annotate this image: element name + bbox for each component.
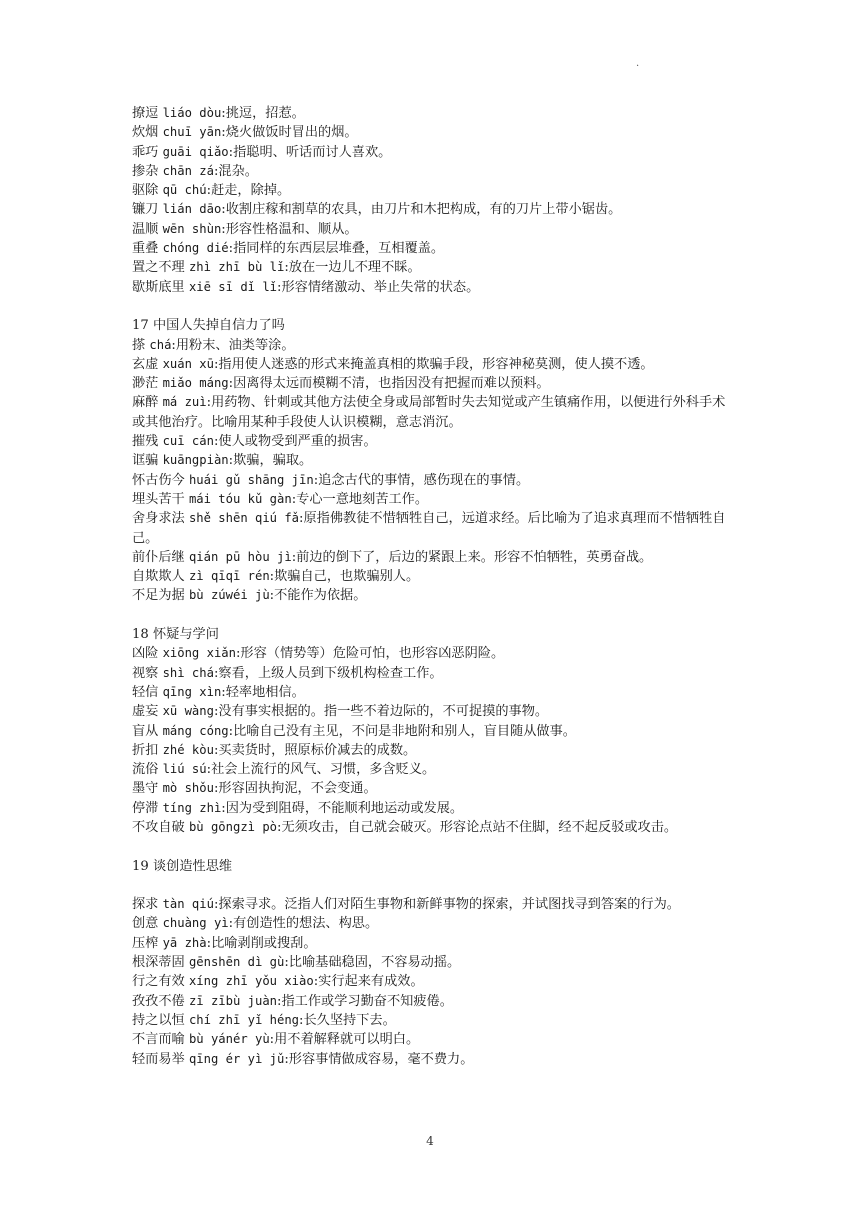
vocab-term: 创意 — [132, 916, 159, 932]
vocab-pinyin: xiē sī dǐ lǐ — [188, 279, 278, 294]
vocab-definition: 形容（情势等）危险可怕，也形容凶恶阴险。 — [240, 646, 505, 662]
vocab-entry: 摧残 cuī cán:使人或物受到严重的损害。 — [132, 434, 377, 450]
vocab-term: 轻而易举 — [132, 1051, 185, 1067]
vocab-entry: 炊烟 chuī yān:烧火做饭时冒出的烟。 — [132, 125, 358, 141]
vocab-entry: 盲从 máng cóng:比喻自己没有主见，不问是非地附和别人，盲目随从做事。 — [132, 723, 576, 739]
vocab-definition: 不能作为依据。 — [274, 588, 367, 604]
vocab-term: 视察 — [132, 665, 159, 681]
vocab-definition: 专心一意地刻苦工作。 — [296, 491, 429, 507]
vocab-definition: 挑逗，招惹。 — [225, 106, 305, 121]
vocab-pinyin: bù gōngzì pò — [188, 819, 278, 834]
vocab-term: 不足为据 — [132, 588, 185, 604]
vocab-definition: 用药物、针刺或其他方法使全身或局部暂时失去知觉或产生镇痛作用，以便进行外科手术或其他治疗。比喻用某种手段使人认识模糊，意志消沉。 — [132, 395, 726, 430]
vocab-term: 探求 — [132, 897, 159, 913]
vocab-definition: 因为受到阻碍，不能顺利地运动或发展。 — [225, 800, 464, 816]
vocab-definition: 放在一边儿不理不睬。 — [288, 260, 421, 276]
vocab-term: 舍身求法 — [132, 511, 185, 527]
vocab-pinyin: gēnshēn dì gù — [188, 955, 285, 970]
vocab-pinyin: liáo dòu — [162, 106, 222, 120]
vocab-pinyin: shì chá — [162, 665, 214, 680]
vocab-pinyin: lián dāo — [162, 202, 222, 217]
vocab-definition: 收割庄稼和割草的农具，由刀片和木把构成，有的刀片上带小锯齿。 — [225, 202, 622, 218]
vocab-entry: 压榨 yā zhà:比喻剥削或搜刮。 — [132, 935, 317, 951]
vocab-pinyin: xū wàng — [162, 704, 214, 719]
vocab-term: 虚妄 — [132, 704, 159, 720]
vocab-term: 轻信 — [132, 684, 159, 700]
vocab-definition: 使人或物受到严重的损害。 — [218, 434, 377, 450]
vocab-pinyin: zī zībù juàn — [188, 993, 278, 1008]
blank-line — [132, 606, 732, 625]
vocab-term: 行之有效 — [132, 974, 185, 990]
vocabulary-list — [132, 104, 732, 1069]
vocab-definition: 比喻剥削或搜刮。 — [211, 935, 317, 951]
vocab-entry: 撩逗 liáo dòu:挑逗，招惹。 — [132, 106, 305, 121]
vocab-entry: 视察 shì chá:察看，上级人员到下级机构检查工作。 — [132, 665, 443, 681]
vocab-term: 驱除 — [132, 183, 159, 199]
vocab-entry: 前仆后继 qián pū hòu jì:前边的倒下了，后边的紧跟上来。形容不怕牺牲，英勇奋战。 — [132, 549, 653, 565]
vocab-pinyin: cuī cán — [162, 434, 214, 449]
vocab-entry: 重叠 chóng dié:指同样的东西层层堆叠，互相覆盖。 — [132, 241, 445, 257]
vocab-pinyin: zhé kòu — [162, 742, 214, 757]
vocab-definition: 比喻自己没有主见，不问是非地附和别人，盲目随从做事。 — [233, 723, 576, 739]
vocab-pinyin: bù zúwéi jù — [188, 588, 270, 603]
vocab-pinyin: qīng ér yì jǔ — [188, 1051, 285, 1066]
vocab-definition: 赶走，除掉。 — [211, 183, 291, 199]
corner-mark: . — [636, 58, 640, 69]
vocab-pinyin: shě shēn qiú fǎ — [188, 511, 300, 526]
vocab-term: 停滞 — [132, 800, 159, 816]
vocab-definition: 长久坚持下去。 — [303, 1012, 396, 1028]
vocab-entry: 折扣 zhé kòu:买卖货时，照原标价减去的成数。 — [132, 742, 417, 758]
vocab-definition: 形容固执拘泥，不会变通。 — [218, 781, 377, 797]
vocab-pinyin: bù yánér yù — [188, 1032, 270, 1047]
vocab-term: 埋头苦干 — [132, 491, 185, 507]
vocab-entry: 乖巧 guāi qiǎo:指聪明、听话而讨人喜欢。 — [132, 144, 392, 160]
vocab-definition: 买卖货时，照原标价减去的成数。 — [218, 742, 417, 758]
vocab-pinyin: xiōng xiǎn — [162, 646, 236, 661]
vocab-term: 诓骗 — [132, 453, 159, 469]
vocab-entry: 根深蒂固 gēnshēn dì gù:比喻基础稳固，不容易动摇。 — [132, 955, 461, 971]
vocab-term: 掺杂 — [132, 163, 159, 179]
vocab-definition: 形容情绪激动、举止失常的状态。 — [281, 279, 480, 295]
vocab-pinyin: qū chú — [162, 183, 207, 198]
vocab-definition: 形容事情做成容易，毫不费力。 — [288, 1051, 474, 1067]
vocab-entry: 镰刀 lián dāo:收割庄稼和割草的农具，由刀片和木把构成，有的刀片上带小锯齿。 — [132, 202, 622, 218]
page-number: 4 — [426, 1134, 434, 1148]
vocab-term: 怀古伤今 — [132, 472, 185, 488]
vocab-pinyin: xíng zhī yǒu xiào — [188, 974, 314, 989]
vocab-definition: 比喻基础稳固，不容易动摇。 — [288, 955, 461, 971]
vocab-term: 压榨 — [132, 935, 159, 951]
section-heading: 18 怀疑与学问 — [132, 627, 219, 643]
vocab-pinyin: xuán xū — [162, 356, 214, 371]
vocab-definition: 指聪明、听话而讨人喜欢。 — [233, 144, 392, 160]
vocab-pinyin: chuàng yì — [162, 916, 229, 931]
vocab-pinyin: tíng zhì — [162, 800, 222, 815]
vocab-term: 麻醉 — [132, 395, 159, 411]
vocab-entry: 创意 chuàng yì:有创造性的想法、构思。 — [132, 916, 379, 932]
vocab-entry: 温顺 wēn shùn:形容性格温和、顺从。 — [132, 221, 358, 237]
vocab-definition: 察看，上级人员到下级机构检查工作。 — [218, 665, 443, 681]
vocab-pinyin: guāi qiǎo — [162, 144, 229, 159]
vocab-definition: 前边的倒下了，后边的紧跟上来。形容不怕牺牲，英勇奋战。 — [296, 549, 653, 565]
vocab-entry: 轻信 qīng xìn:轻率地相信。 — [132, 684, 305, 700]
vocab-term: 炊烟 — [132, 125, 159, 141]
vocab-entry: 停滞 tíng zhì:因为受到阻碍，不能顺利地运动或发展。 — [132, 800, 464, 816]
vocab-pinyin: máng cóng — [162, 723, 229, 738]
vocab-definition: 原指佛教徒不惜牺牲自己，远道求经。后比喻为了追求真理而不惜牺牲自己。 — [132, 511, 726, 546]
vocab-term: 渺茫 — [132, 376, 159, 392]
vocab-term: 温顺 — [132, 221, 159, 237]
vocab-pinyin: qīng xìn — [162, 684, 222, 699]
vocab-definition: 有创造性的想法、构思。 — [233, 916, 379, 932]
vocab-term: 摧残 — [132, 434, 159, 450]
vocab-definition: 探索寻求。泛指人们对陌生事物和新鲜事物的探索，并试图找寻到答案的行为。 — [218, 897, 680, 913]
vocab-definition: 烧火做饭时冒出的烟。 — [225, 125, 358, 141]
vocab-entry: 行之有效 xíng zhī yǒu xiào:实行起来有成效。 — [132, 974, 424, 990]
vocab-term: 墨守 — [132, 781, 159, 797]
vocab-entry: 渺茫 miǎo máng:因离得太远而模糊不清，也指因没有把握而难以预料。 — [132, 376, 550, 392]
vocab-entry: 探求 tàn qiú:探索寻求。泛指人们对陌生事物和新鲜事物的探索，并试图找寻到答案的行为。 — [132, 897, 680, 913]
vocab-definition: 实行起来有成效。 — [318, 974, 424, 990]
blank-line — [132, 837, 732, 856]
vocab-pinyin: chí zhī yǐ héng — [188, 1012, 300, 1027]
vocab-term: 凶险 — [132, 646, 159, 662]
vocab-term: 流俗 — [132, 762, 159, 778]
vocab-definition: 社会上流行的风气、习惯，多含贬义。 — [211, 762, 436, 778]
vocab-definition: 因离得太远而模糊不清，也指因没有把握而难以预料。 — [233, 376, 550, 392]
vocab-entry: 持之以恒 chí zhī yǐ héng:长久坚持下去。 — [132, 1012, 396, 1028]
vocab-pinyin: tàn qiú — [162, 897, 214, 912]
vocab-entry: 驱除 qū chú:赶走，除掉。 — [132, 183, 291, 199]
vocab-pinyin: zhì zhī bù lǐ — [188, 260, 285, 275]
vocab-pinyin: zì qīqī rén — [188, 569, 270, 584]
vocab-term: 孜孜不倦 — [132, 993, 185, 1009]
vocab-entry: 埋头苦干 mái tóu kǔ gàn:专心一意地刻苦工作。 — [132, 491, 429, 507]
vocab-pinyin: liú sú — [162, 762, 207, 777]
vocab-entry: 掺杂 chān zá:混杂。 — [132, 163, 258, 179]
vocab-definition: 没有事实根据的。指一些不着边际的，不可捉摸的事物。 — [218, 704, 549, 720]
vocab-entry: 凶险 xiōng xiǎn:形容（情势等）危险可怕，也形容凶恶阴险。 — [132, 646, 505, 662]
vocab-pinyin: qián pū hòu jì — [188, 549, 292, 564]
vocab-term: 撩逗 — [132, 106, 159, 121]
section-heading: 19 谈创造性思维 — [132, 858, 233, 874]
vocab-entry: 轻而易举 qīng ér yì jǔ:形容事情做成容易，毫不费力。 — [132, 1051, 474, 1067]
vocab-definition: 混杂。 — [218, 163, 258, 179]
vocab-term: 搽 — [132, 337, 146, 353]
vocab-entry: 搽 chá:用粉末、油类等涂。 — [132, 337, 295, 353]
vocab-entry: 流俗 liú sú:社会上流行的风气、习惯，多含贬义。 — [132, 762, 436, 778]
vocab-definition: 指工作或学习勤奋不知疲倦。 — [281, 993, 453, 1009]
vocab-pinyin: chóng dié — [162, 241, 229, 256]
blank-line — [132, 876, 732, 895]
vocab-pinyin: yā zhà — [162, 935, 207, 950]
vocab-pinyin: miǎo máng — [162, 376, 229, 391]
vocab-entry: 置之不理 zhì zhī bù lǐ:放在一边儿不理不睬。 — [132, 260, 421, 276]
vocab-definition: 欺骗自己，也欺骗别人。 — [274, 569, 420, 585]
vocab-entry: 自欺欺人 zì qīqī rén:欺骗自己，也欺骗别人。 — [132, 569, 420, 585]
vocab-entry: 不攻自破 bù gōngzì pò:无须攻击，自己就会破灭。形容论点站不住脚，经不起反驳或攻击。 — [132, 819, 678, 835]
vocab-entry: 孜孜不倦 zī zībù juàn:指工作或学习勤奋不知疲倦。 — [132, 993, 453, 1009]
vocab-term: 根深蒂固 — [132, 955, 185, 971]
vocab-definition: 指用使人迷惑的形式来掩盖真相的欺骗手段，形容神秘莫测，使人摸不透。 — [218, 356, 654, 372]
vocab-term: 折扣 — [132, 742, 159, 758]
blank-line — [132, 297, 732, 316]
vocab-pinyin: kuāngpiàn — [162, 453, 229, 468]
vocab-term: 歇斯底里 — [132, 279, 185, 295]
vocab-entry: 诓骗 kuāngpiàn:欺骗，骗取。 — [132, 453, 313, 469]
vocab-entry: 歇斯底里 xiē sī dǐ lǐ:形容情绪激动、举止失常的状态。 — [132, 279, 480, 295]
vocab-pinyin: wēn shùn — [162, 221, 222, 236]
vocab-entry: 玄虚 xuán xū:指用使人迷惑的形式来掩盖真相的欺骗手段，形容神秘莫测，使人摸不透。 — [132, 356, 654, 372]
vocab-entry: 虚妄 xū wàng:没有事实根据的。指一些不着边际的，不可捉摸的事物。 — [132, 704, 549, 720]
vocab-pinyin: chuī yān — [162, 125, 222, 140]
vocab-pinyin: mái tóu kǔ gàn — [188, 491, 292, 506]
vocab-entry: 不言而喻 bù yánér yù:用不着解释就可以明白。 — [132, 1032, 420, 1048]
vocab-entry: 不足为据 bù zúwéi jù:不能作为依据。 — [132, 588, 367, 604]
vocab-definition: 无须攻击，自己就会破灭。形容论点站不住脚，经不起反驳或攻击。 — [281, 819, 678, 835]
vocab-entry: 麻醉 má zuì:用药物、针刺或其他方法使全身或局部暂时失去知觉或产生镇痛作用，以便进行外科手术或其他治疗。比喻用某种手段使人认识模糊，意志消沉。 — [132, 395, 726, 430]
vocab-pinyin: huái gǔ shāng jīn — [188, 472, 314, 487]
vocab-term: 持之以恒 — [132, 1012, 185, 1028]
vocab-term: 盲从 — [132, 723, 159, 739]
vocab-term: 自欺欺人 — [132, 569, 185, 585]
vocab-definition: 用不着解释就可以明白。 — [274, 1032, 420, 1048]
vocab-entry: 怀古伤今 huái gǔ shāng jīn:追念古代的事情，感伤现在的事情。 — [132, 472, 530, 488]
vocab-definition: 用粉末、油类等涂。 — [175, 337, 295, 353]
vocab-pinyin: mò shǒu — [162, 781, 214, 796]
vocab-definition: 轻率地相信。 — [225, 684, 305, 700]
vocab-term: 置之不理 — [132, 260, 185, 276]
vocab-term: 乖巧 — [132, 144, 159, 160]
vocab-pinyin: má zuì — [162, 395, 207, 410]
vocab-entry: 墨守 mò shǒu:形容固执拘泥，不会变通。 — [132, 781, 377, 797]
section-heading: 17 中国人失掉自信力了吗 — [132, 318, 285, 334]
vocab-definition: 形容性格温和、顺从。 — [225, 221, 358, 237]
vocab-pinyin: chān zá — [162, 163, 214, 178]
vocab-term: 不言而喻 — [132, 1032, 185, 1048]
vocab-term: 玄虚 — [132, 356, 159, 372]
vocab-term: 不攻自破 — [132, 819, 185, 835]
vocab-entry: 舍身求法 shě shēn qiú fǎ:原指佛教徒不惜牺牲自己，远道求经。后比喻为了追求真理而不惜牺牲自己。 — [132, 511, 726, 546]
vocab-term: 重叠 — [132, 241, 159, 257]
vocab-definition: 欺骗，骗取。 — [233, 453, 313, 469]
vocab-pinyin: chá — [149, 337, 172, 352]
vocab-definition: 指同样的东西层层堆叠，互相覆盖。 — [233, 241, 445, 257]
vocab-definition: 追念古代的事情，感伤现在的事情。 — [318, 472, 530, 488]
vocab-term: 镰刀 — [132, 202, 159, 218]
vocab-term: 前仆后继 — [132, 549, 185, 565]
